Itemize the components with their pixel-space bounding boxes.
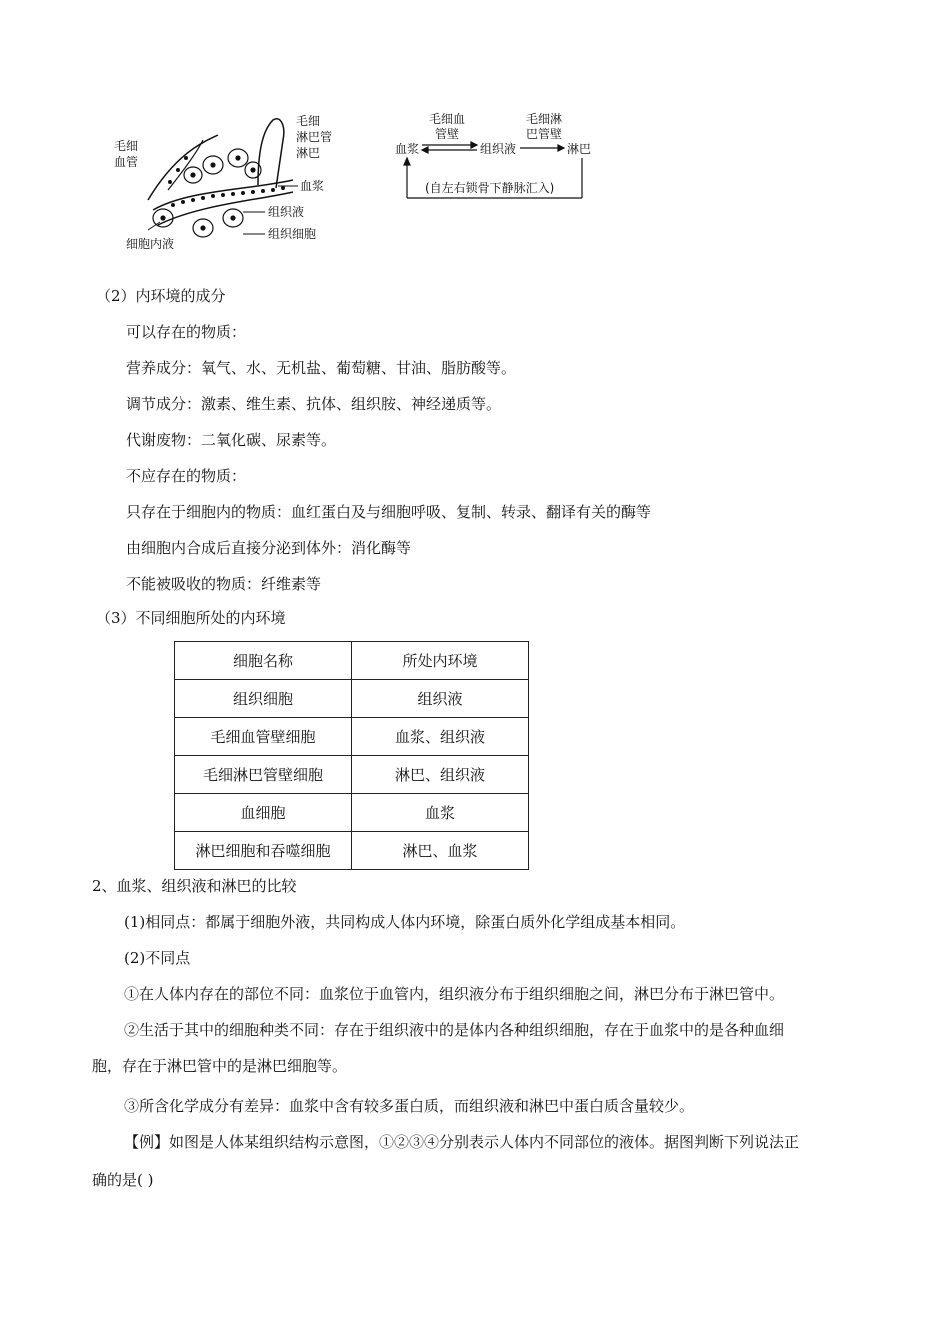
return-note: (自左右锁骨下静脉汇入) — [425, 181, 555, 195]
table-row — [175, 680, 529, 718]
tissue-structure-figure — [108, 110, 353, 255]
label-capillary-1: 毛细 — [114, 139, 139, 153]
text-line: (1)相同点：都属于细胞外液，共同构成人体内环境，除蛋白质外化学组成基本相同。 — [124, 913, 686, 931]
table-cell: 淋巴细胞和吞噬细胞 — [175, 832, 352, 870]
text-line: (2)不同点 — [124, 949, 191, 967]
label-lymph: 淋巴 — [296, 146, 321, 160]
table-row — [175, 832, 529, 870]
text-line: 胞，存在于淋巴管中的是淋巴细胞等。 — [92, 1057, 348, 1075]
edge-lymph-wall-2: 巴管壁 — [526, 127, 563, 141]
table-cell: 血细胞 — [175, 794, 352, 832]
table-cell: 淋巴、组织液 — [352, 756, 529, 794]
text-line: 不能被吸收的物质：纤维素等 — [126, 575, 322, 593]
edge-capillary-wall-1: 毛细血 — [429, 112, 466, 126]
text-line: 营养成分：氧气、水、无机盐、葡萄糖、甘油、脂肪酸等。 — [126, 359, 517, 377]
edge-capillary-wall-2: 管壁 — [435, 127, 460, 141]
table-header: 细胞名称 — [175, 642, 352, 680]
table-row — [175, 756, 529, 794]
edge-lymph-wall-1: 毛细淋 — [526, 112, 563, 126]
example-question-end: 确的是( ) — [92, 1171, 154, 1189]
label-lymph-capillary-2: 淋巴管 — [296, 130, 333, 144]
node-plasma: 血浆 — [395, 142, 420, 156]
text-line: ②生活于其中的细胞种类不同：存在于组织液中的是体内各种组织细胞，存在于血浆中的是各种血细 — [124, 1021, 785, 1039]
table-cell: 血浆、组织液 — [352, 718, 529, 756]
table-header-row — [175, 642, 529, 680]
label-capillary-2: 血管 — [114, 155, 139, 169]
table-cell: 淋巴、血浆 — [352, 832, 529, 870]
table-header: 所处内环境 — [352, 642, 529, 680]
table-cell: 血浆 — [352, 794, 529, 832]
label-tissue-cell: 组织细胞 — [268, 227, 317, 241]
text-line: 由细胞内合成后直接分泌到体外：消化酶等 — [126, 539, 412, 557]
text-line: ③所含化学成分有差异：血浆中含有较多蛋白质，而组织液和淋巴中蛋白质含量较少。 — [124, 1097, 695, 1115]
label-tissue-fluid: 组织液 — [268, 205, 305, 219]
text-line: 代谢废物：二氧化碳、尿素等。 — [126, 431, 337, 449]
section-heading-comparison: 2、血浆、组织液和淋巴的比较 — [92, 877, 297, 895]
label-plasma: 血浆 — [300, 179, 325, 193]
label-lymph-capillary-1: 毛细 — [296, 114, 321, 128]
section-heading-components: （2）内环境的成分 — [96, 287, 226, 305]
text-line: 可以存在的物质： — [126, 323, 247, 341]
table-row — [175, 718, 529, 756]
text-line: 只存在于细胞内的物质：血红蛋白及与细胞呼吸、复制、转录、翻译有关的酶等 — [126, 503, 652, 521]
table-cell: 组织液 — [352, 680, 529, 718]
table-row — [175, 794, 529, 832]
example-question: 【例】如图是人体某组织结构示意图，①②③④分别表示人体内不同部位的液体。据图判断下列说法正 — [124, 1133, 800, 1151]
section-heading-cells: （3）不同细胞所处的内环境 — [96, 609, 286, 627]
text-line: ①在人体内存在的部位不同：血浆位于血管内，组织液分布于组织细胞之间，淋巴分布于淋巴管中。 — [124, 985, 785, 1003]
cell-environment-table — [174, 641, 529, 870]
table-cell: 组织细胞 — [175, 680, 352, 718]
fluid-relation-diagram — [392, 108, 607, 203]
node-lymph: 淋巴 — [567, 142, 592, 156]
table-cell: 毛细淋巴管壁细胞 — [175, 756, 352, 794]
label-intracellular: 细胞内液 — [126, 237, 175, 251]
text-line: 不应存在的物质： — [126, 467, 247, 485]
table-cell: 毛细血管壁细胞 — [175, 718, 352, 756]
node-tissue-fluid: 组织液 — [480, 142, 517, 156]
text-line: 调节成分：激素、维生素、抗体、组织胺、神经递质等。 — [126, 395, 502, 413]
